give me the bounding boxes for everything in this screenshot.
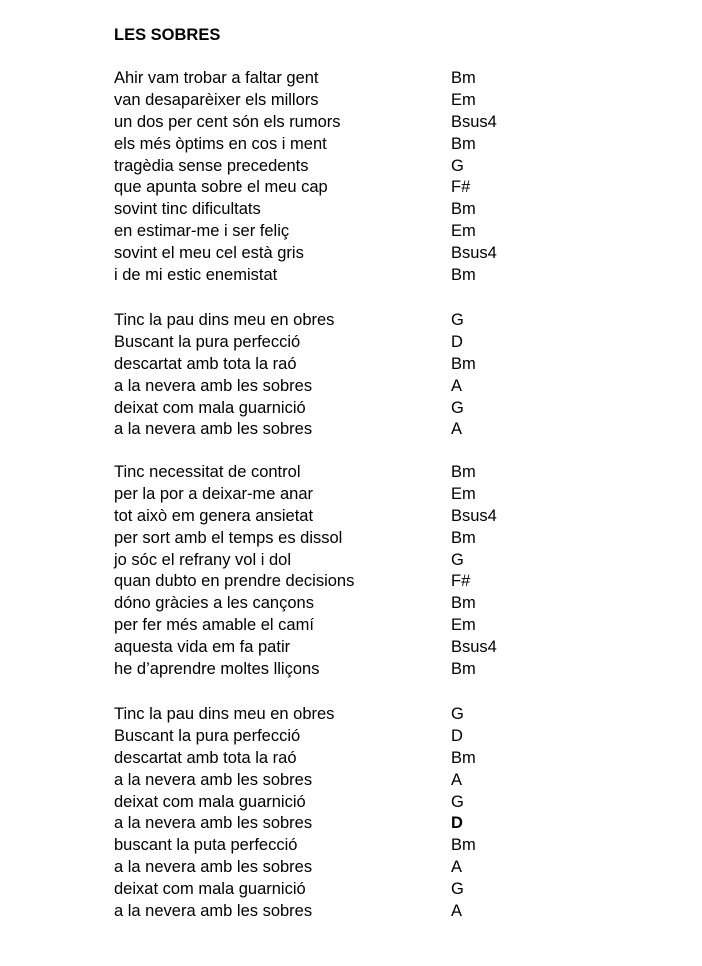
lyric-text: buscant la puta perfecció — [114, 836, 298, 855]
lyric-text: a la nevera amb les sobres — [114, 376, 313, 395]
lyric-text: per la por a deixar-me anar — [114, 484, 314, 503]
lyric-line — [0, 637, 702, 659]
lyric-text: per sort amb el temps es dissol — [114, 528, 343, 547]
lyric-text: a la nevera amb les sobres — [114, 858, 313, 877]
lyric-text: Tinc necessitat de control — [114, 463, 301, 481]
lyric-text: Tinc la pau dins meu en obres — [114, 311, 335, 329]
chord-label: G — [451, 705, 464, 723]
chord-label: F# — [451, 178, 471, 197]
lyric-line — [0, 571, 702, 593]
lyric-text: deixat com mala guarnició — [114, 792, 306, 811]
lyric-text: he d’aprendre moltes lliçons — [114, 660, 320, 679]
lyric-text: els més òptims en cos i ment — [114, 134, 327, 153]
chord-label: Em — [451, 222, 476, 241]
lyric-text: a la nevera amb les sobres — [114, 420, 313, 439]
lyric-line — [0, 376, 702, 398]
lyric-text: Buscant la pura perfecció — [114, 726, 301, 745]
lyric-line — [0, 726, 702, 748]
stanza-2 — [0, 310, 702, 441]
chord-label: Bm — [451, 463, 476, 481]
chord-label: D — [451, 726, 463, 745]
chord-label: D — [451, 814, 463, 833]
lyric-line — [0, 134, 702, 156]
chord-label: A — [451, 770, 463, 789]
lyric-line — [0, 615, 702, 637]
lyric-text: aquesta vida em fa patir — [114, 638, 291, 657]
lyric-text: sovint el meu cel està gris — [114, 244, 304, 263]
song-title: LES SOBRES — [114, 26, 221, 44]
lyric-text: Buscant la pura perfecció — [114, 332, 301, 351]
chord-label: A — [451, 420, 463, 439]
lyric-text: van desaparèixer els millors — [114, 90, 319, 109]
lyric-line — [0, 90, 702, 112]
lyric-line — [0, 177, 702, 199]
lyric-line — [0, 792, 702, 814]
lyric-text: a la nevera amb les sobres — [114, 814, 313, 833]
chord-label: A — [451, 902, 463, 921]
lyric-line — [0, 550, 702, 572]
chord-label: A — [451, 858, 463, 877]
lyric-line — [0, 354, 702, 376]
lyric-text: quan dubto en prendre decisions — [114, 572, 355, 591]
lyric-line — [0, 199, 702, 221]
lyric-line — [0, 593, 702, 615]
lyric-line — [0, 704, 702, 726]
lyric-text: en estimar-me i ser feliç — [114, 222, 290, 241]
chord-label: Bm — [451, 594, 476, 613]
lyric-line — [0, 156, 702, 178]
lyric-line — [0, 835, 702, 857]
lyric-line — [0, 68, 702, 90]
lyric-line — [0, 332, 702, 354]
lyric-line — [0, 901, 702, 923]
lyric-text: per fer més amable el camí — [114, 616, 314, 635]
chord-label: F# — [451, 572, 471, 591]
chord-label: Bm — [451, 836, 476, 855]
lyric-text: Ahir vam trobar a faltar gent — [114, 69, 319, 87]
lyric-line — [0, 112, 702, 134]
lyric-text: i de mi estic enemistat — [114, 266, 278, 285]
lyric-line — [0, 770, 702, 792]
lyric-text: deixat com mala guarnició — [114, 398, 306, 417]
stanza-4 — [0, 704, 702, 923]
lyric-line — [0, 879, 702, 901]
lyric-line — [0, 484, 702, 506]
lyric-text: un dos per cent són els rumors — [114, 112, 341, 131]
chord-label: A — [451, 376, 463, 395]
chord-label: G — [451, 792, 464, 811]
chord-label: Em — [451, 90, 476, 109]
chord-label: Bm — [451, 354, 476, 373]
lyric-line — [0, 462, 702, 484]
chord-label: Bm — [451, 748, 476, 767]
lyric-text: descartat amb tota la raó — [114, 354, 297, 373]
lyric-text: deixat com mala guarnició — [114, 880, 306, 899]
chord-label: Em — [451, 616, 476, 635]
lyric-line — [0, 243, 702, 265]
chord-label: G — [451, 550, 464, 569]
chord-label: G — [451, 156, 464, 175]
lyric-line — [0, 221, 702, 243]
lyric-text: a la nevera amb les sobres — [114, 770, 313, 789]
chord-label: Bsus4 — [451, 638, 497, 657]
lyric-line — [0, 528, 702, 550]
chord-label: G — [451, 880, 464, 899]
chord-label: Bm — [451, 528, 476, 547]
lyric-text: dóno gràcies a les cançons — [114, 594, 314, 613]
lyric-text: sovint tinc dificultats — [114, 200, 261, 219]
lyric-line — [0, 419, 702, 441]
lyric-text: tragèdia sense precedents — [114, 156, 309, 175]
lyric-line — [0, 310, 702, 332]
lyric-text: tot això em genera ansietat — [114, 506, 314, 525]
stanza-1 — [0, 68, 702, 287]
lyric-text: que apunta sobre el meu cap — [114, 178, 328, 197]
chord-label: D — [451, 332, 463, 351]
lyric-text: Tinc la pau dins meu en obres — [114, 705, 335, 723]
chord-label: Bm — [451, 134, 476, 153]
chord-label: Bm — [451, 266, 476, 285]
chord-label: Bm — [451, 69, 476, 87]
lyric-line — [0, 857, 702, 879]
lyric-line — [0, 506, 702, 528]
chord-label: Bsus4 — [451, 112, 497, 131]
lyric-line — [0, 748, 702, 770]
chord-label: G — [451, 398, 464, 417]
lyric-text: jo sóc el refrany vol i dol — [114, 550, 291, 569]
chord-label: Bm — [451, 660, 476, 679]
lyric-line — [0, 398, 702, 420]
chord-label: Em — [451, 484, 476, 503]
stanza-3 — [0, 462, 702, 681]
chord-label: G — [451, 311, 464, 329]
lyric-line — [0, 659, 702, 681]
lyric-line — [0, 813, 702, 835]
chord-label: Bsus4 — [451, 244, 497, 263]
lyric-line — [0, 265, 702, 287]
chord-label: Bsus4 — [451, 506, 497, 525]
lyric-text: descartat amb tota la raó — [114, 748, 297, 767]
lyric-text: a la nevera amb les sobres — [114, 902, 313, 921]
chord-label: Bm — [451, 200, 476, 219]
